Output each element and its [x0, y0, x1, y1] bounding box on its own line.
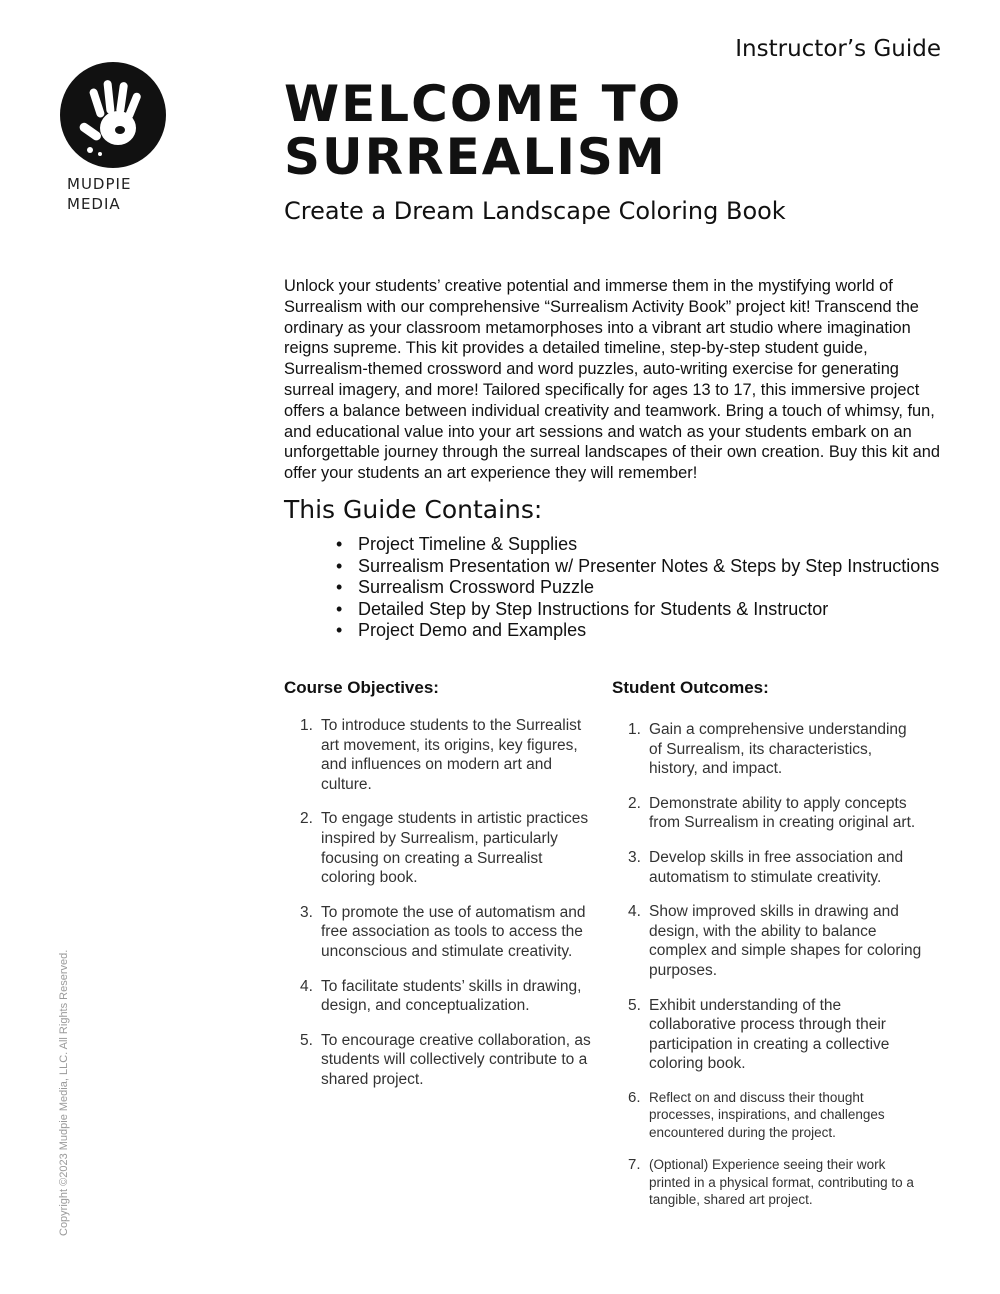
item-text: To encourage creative collaboration, as students will collectively contribute to a shared project.: [321, 1031, 591, 1088]
list-item: [612, 1156, 922, 1208]
item-number: 1.: [300, 717, 313, 734]
page-subtitle: Create a Dream Landscape Coloring Book: [284, 197, 786, 225]
contains-list: [336, 534, 939, 642]
item-number: 3.: [300, 903, 313, 921]
copyright-notice: Copyright ©2023 Mudpie Media, LLC. All Rights Reserved.: [58, 949, 70, 1236]
list-item: [284, 903, 594, 962]
item-text: (Optional) Experience seeing their work printed in a physical format, contributing to a tangible, shared art project.: [649, 1157, 914, 1207]
item-text: Show improved skills in drawing and design, with the ability to balance complex and simple shapes for coloring purposes.: [649, 903, 922, 979]
item-text: To promote the use of automatism and free association as tools to access the unconscious and stimulate creativity.: [321, 903, 586, 960]
item-text: To introduce students to the Surrealist art movement, its origins, key figures, and influences on modern art and culture.: [321, 717, 582, 793]
item-text: Reflect on and discuss their thought processes, inspirations, and challenges encountered during the project.: [649, 1089, 885, 1140]
list-item: • Project Demo and Examples: [336, 620, 939, 642]
item-number: 6.: [628, 1088, 641, 1106]
item-text: Gain a comprehensive understanding of Surrealism, its characteristics, history, and impact.: [649, 721, 907, 778]
outcomes-list: [612, 720, 922, 1223]
logo-wordmark: [67, 174, 131, 214]
objectives-list: [284, 716, 594, 1105]
item-number: 4.: [300, 977, 313, 995]
outcomes-heading: Student Outcomes:: [612, 678, 769, 697]
item-text: Exhibit understanding of the collaborative process through their participation in creating a collective coloring book.: [649, 996, 890, 1073]
item-text: Develop skills in free association and automatism to stimulate creativity.: [649, 848, 904, 886]
list-item: [284, 809, 594, 887]
handprint-logo-icon: [60, 62, 166, 168]
item-number: 7.: [628, 1156, 641, 1174]
title-line-2: SURREALISM: [284, 128, 667, 186]
list-item: [612, 996, 922, 1074]
item-number: 1.: [628, 721, 641, 738]
list-item: • Project Timeline & Supplies: [336, 534, 939, 556]
list-item: [612, 902, 922, 980]
intro-paragraph: Unlock your students’ creative potential and immerse them in the mystifying world of Surrealism with our comprehensive “Surrealism Activity Book” project kit! Transcend the ordinary as your classroom metamorphoses into a vibrant art studio where imagination reigns supreme. This kit provides a detailed timeline, step-by-step student guide, Surrealism-themed crossword and word puzzles, auto-writing exercise for generating surreal imagery, and more! Tailored specifically for ages 13 to 17, this immersive project offers a balance between individual creativity and teamwork. Bring a touch of whimsy, fun, and educational value into your art sessions and watch as your students embark on an unforgettable journey through the surreal landscapes of their own creation. Buy this kit and offer your students an art experience they will remember!: [284, 277, 941, 483]
item-number: 5.: [300, 1031, 313, 1049]
list-item: [612, 720, 922, 779]
list-item: • Surrealism Presentation w/ Presenter Notes & Steps by Step Instructions: [336, 556, 939, 578]
list-item: [612, 848, 922, 887]
list-item: [612, 1089, 922, 1141]
list-item: • Detailed Step by Step Instructions for Students & Instructor: [336, 599, 939, 621]
guide-label: Instructor’s Guide: [735, 36, 941, 62]
list-item: • Surrealism Crossword Puzzle: [336, 577, 939, 599]
item-number: 2.: [628, 794, 641, 812]
item-text: To engage students in artistic practices inspired by Surrealism, particularly focusing on creating a Surrealist coloring book.: [321, 810, 589, 887]
item-text: To facilitate students’ skills in drawing, design, and conceptualization.: [321, 977, 582, 1015]
logo-line-1: MUDPIE: [67, 175, 132, 193]
item-number: 3.: [628, 848, 641, 866]
objectives-heading: Course Objectives:: [284, 678, 439, 697]
logo-line-2: MEDIA: [67, 195, 121, 213]
list-item: [284, 716, 594, 794]
list-item: [284, 1031, 594, 1090]
item-number: 2.: [300, 810, 313, 828]
item-number: 4.: [628, 903, 641, 921]
contains-heading: This Guide Contains:: [284, 495, 543, 524]
list-item: [284, 977, 594, 1016]
title-line-1: WELCOME TO: [284, 75, 683, 133]
page-title: [284, 75, 683, 186]
item-text: Demonstrate ability to apply concepts from Surrealism in creating original art.: [649, 794, 916, 832]
list-item: [612, 794, 922, 833]
item-number: 5.: [628, 996, 641, 1014]
